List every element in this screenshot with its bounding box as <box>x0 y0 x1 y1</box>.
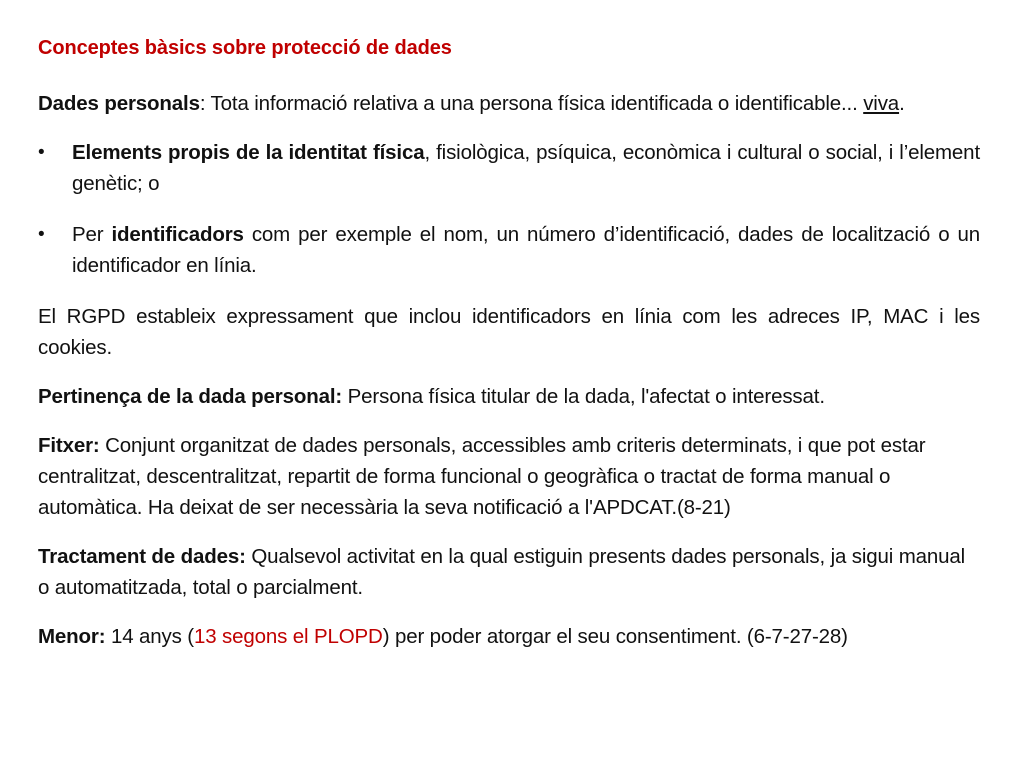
definition-end: . <box>899 92 905 115</box>
bullet-prefix: Per <box>72 223 112 246</box>
term-pertinenca: Pertinença de la dada personal: <box>38 385 343 408</box>
definition-pertinenca <box>38 381 980 412</box>
bullet-text: com per exemple el nom, un número d’identificació, dades de localització o un identificador en línia. <box>72 223 980 277</box>
term-tractament: Tractament de dades: <box>38 545 246 568</box>
bullet-icon: • <box>38 224 45 245</box>
definition-fitxer <box>38 430 980 523</box>
term-menor: Menor: <box>38 625 106 648</box>
bullet-item-identificadors <box>38 219 980 281</box>
definition-text: Tota informació relativa a una persona física identificada o identificable... <box>205 92 864 115</box>
highlight-plopd: 13 segons el PLOPD <box>193 625 383 648</box>
bullet-icon: • <box>38 142 45 163</box>
definition-text: 14 anys ( <box>105 625 194 648</box>
bullet-text: , fisiològica, psíquica, econòmica i cultural o social, i l’element genètic; o <box>72 141 980 195</box>
definition-menor <box>38 621 980 652</box>
definition-text: Conjunt organitzat de dades personals, accessibles amb criteris determinats, i que pot estar centralitzat, descentralitzat, repartit de forma funcional o geogràfica o tractat de forma manual o automàtica. Ha deixat de ser necessària la seva notificació a l'APDCAT.(8-21) <box>38 434 926 519</box>
term-fitxer: Fitxer: <box>38 434 100 457</box>
term-separator: : <box>199 92 206 115</box>
definition-dades-personals <box>38 88 980 119</box>
term-dades-personals: Dades personals <box>38 92 200 115</box>
bullet-list <box>38 137 980 281</box>
definition-text: Persona física titular de la dada, l'afectat o interessat. <box>342 385 825 408</box>
definition-tractament <box>38 541 980 603</box>
bullet-bold-text: Elements propis de la identitat física <box>72 141 425 164</box>
definition-text-end: ) per poder atorgar el seu consentiment. (6-7-27-28) <box>382 625 848 648</box>
slide-title: Conceptes bàsics sobre protecció de dades <box>38 37 452 59</box>
bullet-item-elements <box>38 137 980 199</box>
bullet-bold-text: identificadors <box>111 223 244 246</box>
underlined-word-viva: viva <box>863 92 900 115</box>
definition-text: Qualsevol activitat en la qual estiguin presents dades personals, ja sigui manual o automatitzada, total o parcialment. <box>38 545 966 599</box>
paragraph-rgpd: El RGPD estableix expressament que inclou identificadors en línia com les adreces IP, MAC i les cookies. <box>38 305 980 359</box>
slide-content <box>38 88 980 670</box>
